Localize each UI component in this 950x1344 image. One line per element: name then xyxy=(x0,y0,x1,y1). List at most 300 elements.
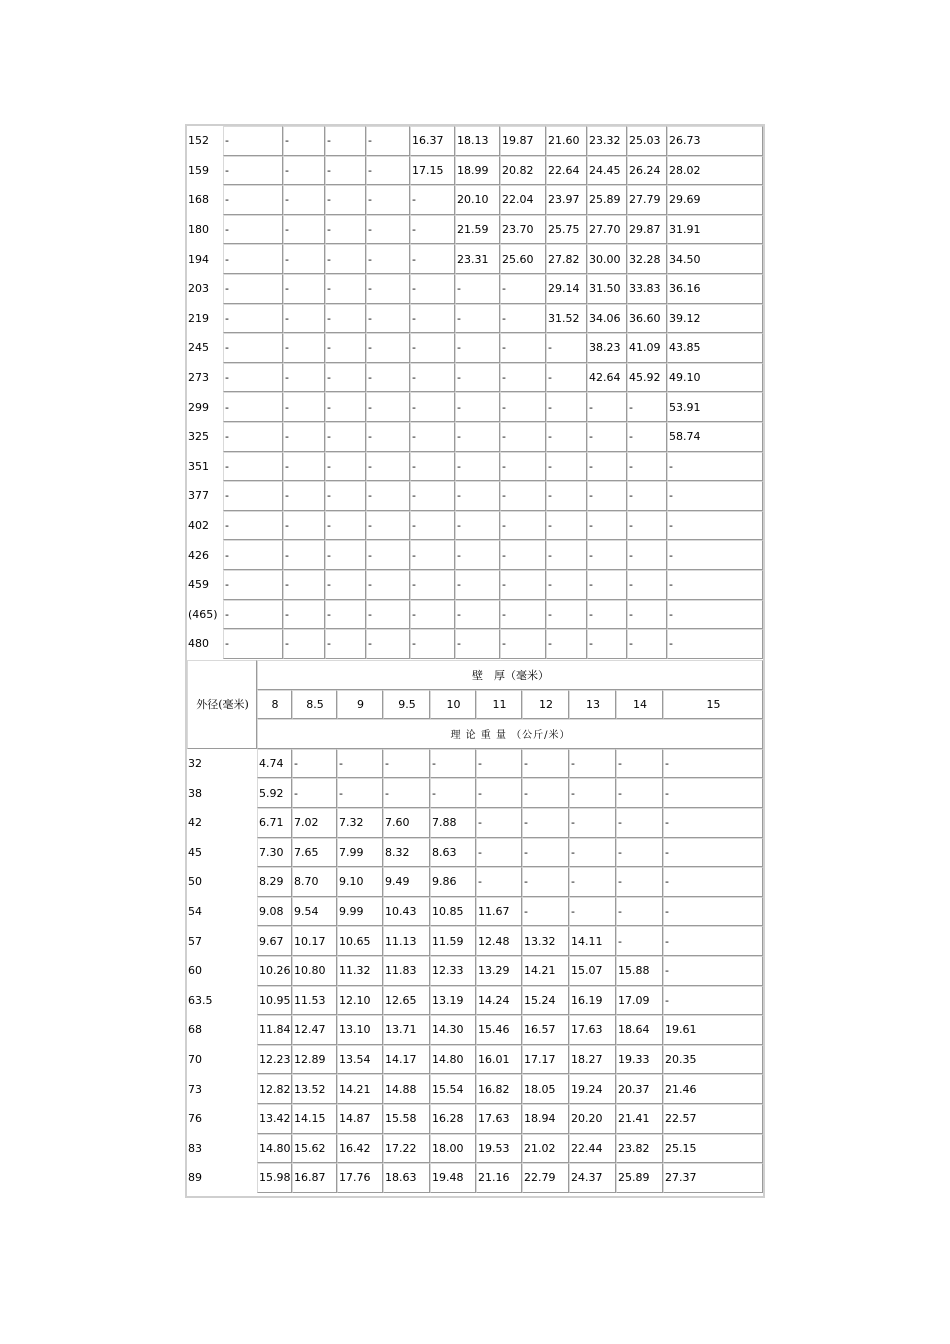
weight-cell: - xyxy=(283,185,325,215)
outer-diameter-cell: 180 xyxy=(188,223,209,237)
weight-cell: - xyxy=(500,333,546,363)
weight-cell: - xyxy=(587,422,627,452)
table-row xyxy=(187,867,763,897)
table-row xyxy=(187,274,763,304)
weight-cell: - xyxy=(663,749,763,779)
weight-cell: - xyxy=(500,363,546,393)
weight-cell: 49.10 xyxy=(667,363,763,393)
outer-diameter-cell: 50 xyxy=(188,875,202,889)
weight-cell: - xyxy=(546,333,587,363)
weight-cell: 13.19 xyxy=(430,986,476,1016)
weight-cell: 21.60 xyxy=(546,126,587,156)
thickness-header-cell: 15 xyxy=(663,690,763,720)
weight-cell: - xyxy=(283,452,325,482)
weight-cell: - xyxy=(455,540,500,570)
outer-diameter-cell: 70 xyxy=(188,1053,202,1067)
weight-cell: 23.31 xyxy=(455,244,500,274)
weight-cell: - xyxy=(325,481,366,511)
weight-cell: 14.21 xyxy=(337,1074,383,1104)
weight-cell: 31.52 xyxy=(546,304,587,334)
lower-table-body xyxy=(187,749,763,1193)
weight-cell: - xyxy=(500,570,546,600)
weight-cell: - xyxy=(325,511,366,541)
weight-cell: 10.95 xyxy=(257,986,292,1016)
weight-cell: - xyxy=(616,749,663,779)
weight-cell: 14.88 xyxy=(383,1074,430,1104)
weight-cell: 11.53 xyxy=(292,986,337,1016)
outer-diameter-cell: 54 xyxy=(188,905,202,919)
weight-cell: - xyxy=(366,511,410,541)
lower-table-header xyxy=(187,660,763,749)
weight-cell: - xyxy=(500,540,546,570)
weight-cell: 5.92 xyxy=(257,778,292,808)
outer-diameter-cell: 152 xyxy=(188,134,209,148)
weight-cell: - xyxy=(667,452,763,482)
weight-cell: - xyxy=(500,304,546,334)
weight-cell: 31.50 xyxy=(587,274,627,304)
weight-cell: - xyxy=(455,600,500,630)
weight-cell: 16.87 xyxy=(292,1163,337,1193)
weight-cell: - xyxy=(283,600,325,630)
weight-cell: - xyxy=(430,749,476,779)
weight-cell: - xyxy=(455,392,500,422)
weight-cell: - xyxy=(223,452,283,482)
outer-diameter-cell: 459 xyxy=(188,578,209,592)
weight-cell: 13.52 xyxy=(292,1074,337,1104)
outer-diameter-cell: 299 xyxy=(188,400,209,414)
weight-cell: - xyxy=(223,274,283,304)
weight-cell: 17.22 xyxy=(383,1134,430,1164)
weight-cell: 13.42 xyxy=(257,1104,292,1134)
outer-diameter-cell: 325 xyxy=(188,430,209,444)
weight-cell: 13.71 xyxy=(383,1015,430,1045)
weight-cell: 21.16 xyxy=(476,1163,522,1193)
weight-cell: - xyxy=(663,986,763,1016)
lower-weight-table xyxy=(187,660,763,1193)
weight-cell: 27.70 xyxy=(587,215,627,245)
weight-cell: 19.61 xyxy=(663,1015,763,1045)
weight-cell: 15.58 xyxy=(383,1104,430,1134)
weight-cell: - xyxy=(283,333,325,363)
table-row xyxy=(187,956,763,986)
thickness-header-cell: 11 xyxy=(476,690,522,720)
weight-cell: - xyxy=(410,185,455,215)
weight-cell: - xyxy=(569,749,616,779)
weight-cell: 45.92 xyxy=(627,363,667,393)
weight-cell: - xyxy=(325,215,366,245)
weight-cell: - xyxy=(223,156,283,186)
outer-diameter-cell: 219 xyxy=(188,311,209,325)
weight-cell: - xyxy=(667,540,763,570)
weight-cell: - xyxy=(223,481,283,511)
outer-diameter-cell: 68 xyxy=(188,1023,202,1037)
weight-cell: - xyxy=(366,333,410,363)
table-row xyxy=(187,304,763,334)
weight-cell: - xyxy=(500,274,546,304)
outer-diameter-cell: 83 xyxy=(188,1141,202,1155)
weight-cell: 13.29 xyxy=(476,956,522,986)
table-row xyxy=(187,363,763,393)
weight-cell: - xyxy=(546,452,587,482)
weight-cell: - xyxy=(337,778,383,808)
thickness-header-cell: 13 xyxy=(569,690,616,720)
weight-cell: - xyxy=(616,926,663,956)
weight-cell: - xyxy=(455,629,500,659)
weight-cell: - xyxy=(325,422,366,452)
weight-cell: - xyxy=(366,452,410,482)
weight-cell: 7.02 xyxy=(292,808,337,838)
outer-diameter-cell: 351 xyxy=(188,459,209,473)
header-row-thickness-values xyxy=(187,690,763,720)
weight-cell: 23.82 xyxy=(616,1134,663,1164)
weight-cell: - xyxy=(366,570,410,600)
weight-cell: 8.29 xyxy=(257,867,292,897)
weight-cell: - xyxy=(616,778,663,808)
weight-cell: 9.86 xyxy=(430,867,476,897)
outer-diameter-cell: 63.5 xyxy=(188,993,213,1007)
weight-cell: - xyxy=(667,481,763,511)
weight-cell: - xyxy=(283,540,325,570)
weight-cell: - xyxy=(500,511,546,541)
weight-cell: - xyxy=(325,185,366,215)
weight-cell: 34.06 xyxy=(587,304,627,334)
weight-cell: - xyxy=(410,333,455,363)
weight-cell: 27.37 xyxy=(663,1163,763,1193)
table-row xyxy=(187,1163,763,1193)
weight-cell: - xyxy=(616,838,663,868)
weight-cell: - xyxy=(587,540,627,570)
weight-cell: 12.33 xyxy=(430,956,476,986)
weight-cell: - xyxy=(366,600,410,630)
weight-cell: - xyxy=(476,867,522,897)
upper-weight-table xyxy=(187,126,763,659)
weight-cell: 15.46 xyxy=(476,1015,522,1045)
weight-cell: 7.30 xyxy=(257,838,292,868)
outer-diameter-cell: 203 xyxy=(188,282,209,296)
header-row-weight-title xyxy=(187,719,763,749)
weight-cell: - xyxy=(223,600,283,630)
weight-cell: 29.69 xyxy=(667,185,763,215)
weight-cell: - xyxy=(283,511,325,541)
weight-cell: 15.62 xyxy=(292,1134,337,1164)
outer-diameter-cell: 57 xyxy=(188,934,202,948)
weight-cell: 11.84 xyxy=(257,1015,292,1045)
weight-cell: 9.10 xyxy=(337,867,383,897)
weight-cell: 9.54 xyxy=(292,897,337,927)
weight-cell: - xyxy=(223,304,283,334)
table-row xyxy=(187,1045,763,1075)
weight-cell: - xyxy=(522,867,569,897)
weight-cell: - xyxy=(366,540,410,570)
weight-cell: - xyxy=(292,778,337,808)
weight-cell: 16.57 xyxy=(522,1015,569,1045)
weight-cell: 53.91 xyxy=(667,392,763,422)
weight-cell: - xyxy=(627,452,667,482)
weight-cell: 22.79 xyxy=(522,1163,569,1193)
weight-cell: - xyxy=(325,244,366,274)
weight-cell: - xyxy=(223,392,283,422)
weight-cell: - xyxy=(366,156,410,186)
weight-cell: - xyxy=(663,897,763,927)
weight-cell: - xyxy=(587,452,627,482)
weight-cell: - xyxy=(223,363,283,393)
weight-cell: - xyxy=(500,452,546,482)
weight-cell: - xyxy=(283,570,325,600)
weight-cell: 20.37 xyxy=(616,1074,663,1104)
outer-diameter-cell: 168 xyxy=(188,193,209,207)
weight-cell: - xyxy=(569,897,616,927)
weight-cell: 25.15 xyxy=(663,1134,763,1164)
weight-cell: 34.50 xyxy=(667,244,763,274)
thickness-header-cell: 9.5 xyxy=(383,690,430,720)
weight-cell: - xyxy=(325,600,366,630)
weight-cell: - xyxy=(410,540,455,570)
weight-cell: - xyxy=(522,749,569,779)
outer-diameter-cell: 402 xyxy=(188,519,209,533)
weight-cell: 10.43 xyxy=(383,897,430,927)
weight-cell: 13.54 xyxy=(337,1045,383,1075)
weight-cell: 15.24 xyxy=(522,986,569,1016)
weight-cell: - xyxy=(366,629,410,659)
weight-cell: 12.65 xyxy=(383,986,430,1016)
weight-cell: - xyxy=(283,304,325,334)
weight-cell: 12.82 xyxy=(257,1074,292,1104)
thickness-header-cell: 12 xyxy=(522,690,569,720)
weight-cell: 19.33 xyxy=(616,1045,663,1075)
weight-cell: - xyxy=(476,838,522,868)
weight-cell: 18.27 xyxy=(569,1045,616,1075)
weight-cell: - xyxy=(587,511,627,541)
weight-cell: - xyxy=(410,215,455,245)
outer-diameter-cell: 76 xyxy=(188,1112,202,1126)
weight-cell: 18.13 xyxy=(455,126,500,156)
weight-cell: - xyxy=(455,570,500,600)
weight-cell: - xyxy=(366,244,410,274)
weight-cell: - xyxy=(223,570,283,600)
weight-cell: 25.03 xyxy=(627,126,667,156)
table-row xyxy=(187,1015,763,1045)
weight-cell: 11.13 xyxy=(383,926,430,956)
weight-cell: 43.85 xyxy=(667,333,763,363)
weight-cell: - xyxy=(223,185,283,215)
weight-cell: 9.67 xyxy=(257,926,292,956)
weight-cell: 23.32 xyxy=(587,126,627,156)
weight-cell: - xyxy=(366,363,410,393)
weight-cell: - xyxy=(476,808,522,838)
weight-cell: - xyxy=(325,333,366,363)
weight-cell: - xyxy=(223,629,283,659)
weight-cell: 21.46 xyxy=(663,1074,763,1104)
weight-cell: - xyxy=(500,392,546,422)
weight-cell: 14.17 xyxy=(383,1045,430,1075)
weight-cell: - xyxy=(366,126,410,156)
weight-cell: 24.45 xyxy=(587,156,627,186)
weight-cell: - xyxy=(223,333,283,363)
weight-cell: 21.02 xyxy=(522,1134,569,1164)
weight-cell: 7.65 xyxy=(292,838,337,868)
table-row xyxy=(187,808,763,838)
weight-cell: 17.09 xyxy=(616,986,663,1016)
weight-cell: - xyxy=(455,511,500,541)
weight-cell: 7.60 xyxy=(383,808,430,838)
weight-cell: - xyxy=(500,629,546,659)
weight-cell: - xyxy=(455,422,500,452)
weight-cell: - xyxy=(366,481,410,511)
weight-cell: - xyxy=(223,244,283,274)
table-row xyxy=(187,749,763,779)
weight-cell: 9.99 xyxy=(337,897,383,927)
weight-cell: - xyxy=(325,570,366,600)
weight-cell: - xyxy=(283,422,325,452)
weight-cell: 6.71 xyxy=(257,808,292,838)
weight-cell: 24.37 xyxy=(569,1163,616,1193)
weight-cell: 19.53 xyxy=(476,1134,522,1164)
weight-cell: 29.14 xyxy=(546,274,587,304)
weight-cell: 14.21 xyxy=(522,956,569,986)
weight-cell: 12.89 xyxy=(292,1045,337,1075)
weight-cell: 14.30 xyxy=(430,1015,476,1045)
weight-cell: - xyxy=(325,363,366,393)
weight-cell: 9.49 xyxy=(383,867,430,897)
weight-cell: 36.60 xyxy=(627,304,667,334)
weight-cell: 17.63 xyxy=(569,1015,616,1045)
theoretical-weight-header: 理 论 重 量 （公斤/米） xyxy=(257,719,763,749)
weight-cell: - xyxy=(587,481,627,511)
weight-cell: - xyxy=(325,274,366,304)
weight-cell: - xyxy=(410,244,455,274)
weight-cell: 12.23 xyxy=(257,1045,292,1075)
weight-cell: 22.57 xyxy=(663,1104,763,1134)
table-row xyxy=(187,986,763,1016)
weight-cell: - xyxy=(522,838,569,868)
weight-cell: 12.48 xyxy=(476,926,522,956)
weight-cell: 16.19 xyxy=(569,986,616,1016)
table-row xyxy=(187,333,763,363)
weight-cell: - xyxy=(455,304,500,334)
weight-cell: - xyxy=(283,629,325,659)
weight-cell: - xyxy=(546,629,587,659)
weight-cell: - xyxy=(337,749,383,779)
weight-cell: - xyxy=(283,363,325,393)
weight-cell: 17.76 xyxy=(337,1163,383,1193)
thickness-header-cell: 8.5 xyxy=(292,690,337,720)
weight-cell: - xyxy=(366,392,410,422)
table-row xyxy=(187,215,763,245)
weight-cell: - xyxy=(410,392,455,422)
weight-cell: 39.12 xyxy=(667,304,763,334)
weight-cell: - xyxy=(455,481,500,511)
weight-cell: 21.59 xyxy=(455,215,500,245)
outer-diameter-cell: 73 xyxy=(188,1082,202,1096)
weight-cell: - xyxy=(667,570,763,600)
weight-cell: 13.32 xyxy=(522,926,569,956)
weight-cell: - xyxy=(325,156,366,186)
weight-cell: 12.47 xyxy=(292,1015,337,1045)
table-row xyxy=(187,838,763,868)
weight-cell: - xyxy=(325,392,366,422)
weight-cell: 11.83 xyxy=(383,956,430,986)
table-row xyxy=(187,481,763,511)
weight-cell: - xyxy=(476,749,522,779)
weight-cell: - xyxy=(223,215,283,245)
weight-cell: 16.42 xyxy=(337,1134,383,1164)
weight-cell: - xyxy=(455,452,500,482)
weight-cell: 20.82 xyxy=(500,156,546,186)
weight-cell: 4.74 xyxy=(257,749,292,779)
weight-cell: 11.67 xyxy=(476,897,522,927)
weight-cell: - xyxy=(500,481,546,511)
weight-cell: - xyxy=(283,392,325,422)
weight-cell: 8.70 xyxy=(292,867,337,897)
weight-cell: - xyxy=(283,126,325,156)
weight-cell: 9.08 xyxy=(257,897,292,927)
weight-cell: - xyxy=(522,897,569,927)
weight-cell: - xyxy=(283,215,325,245)
weight-cell: 26.73 xyxy=(667,126,763,156)
weight-cell: 27.79 xyxy=(627,185,667,215)
weight-cell: - xyxy=(366,304,410,334)
weight-cell: 58.74 xyxy=(667,422,763,452)
weight-cell: - xyxy=(366,185,410,215)
weight-cell: 7.88 xyxy=(430,808,476,838)
weight-cell: - xyxy=(663,808,763,838)
weight-cell: 20.20 xyxy=(569,1104,616,1134)
weight-cell: 14.24 xyxy=(476,986,522,1016)
weight-cell: 18.00 xyxy=(430,1134,476,1164)
weight-cell: - xyxy=(283,481,325,511)
weight-cell: 19.87 xyxy=(500,126,546,156)
weight-cell: - xyxy=(522,778,569,808)
outer-diameter-cell: 377 xyxy=(188,489,209,503)
weight-cell: 18.64 xyxy=(616,1015,663,1045)
weight-cell: - xyxy=(325,304,366,334)
weight-cell: 33.83 xyxy=(627,274,667,304)
weight-cell: - xyxy=(663,956,763,986)
outer-diameter-cell: 159 xyxy=(188,163,209,177)
weight-cell: - xyxy=(627,629,667,659)
weight-cell: 12.10 xyxy=(337,986,383,1016)
outer-diameter-cell: 245 xyxy=(188,341,209,355)
weight-cell: 20.35 xyxy=(663,1045,763,1075)
weight-cell: 7.99 xyxy=(337,838,383,868)
weight-cell: - xyxy=(325,126,366,156)
table-row xyxy=(187,422,763,452)
weight-cell: - xyxy=(627,392,667,422)
weight-cell: 11.59 xyxy=(430,926,476,956)
table-row xyxy=(187,1074,763,1104)
weight-cell: 25.89 xyxy=(616,1163,663,1193)
weight-cell: 14.80 xyxy=(257,1134,292,1164)
weight-cell: - xyxy=(325,452,366,482)
table-row xyxy=(187,126,763,156)
weight-cell: - xyxy=(627,570,667,600)
weight-cell: 19.24 xyxy=(569,1074,616,1104)
weight-cell: 16.28 xyxy=(430,1104,476,1134)
table-row xyxy=(187,926,763,956)
weight-cell: 10.65 xyxy=(337,926,383,956)
table-row xyxy=(187,244,763,274)
weight-cell: - xyxy=(546,481,587,511)
weight-cell: 25.75 xyxy=(546,215,587,245)
weight-cell: 36.16 xyxy=(667,274,763,304)
outer-diameter-cell: (465) xyxy=(188,607,218,621)
outer-diameter-cell: 426 xyxy=(188,548,209,562)
weight-cell: 10.85 xyxy=(430,897,476,927)
weight-cell: 18.99 xyxy=(455,156,500,186)
weight-cell: - xyxy=(410,570,455,600)
weight-cell: 31.91 xyxy=(667,215,763,245)
weight-cell: - xyxy=(616,897,663,927)
